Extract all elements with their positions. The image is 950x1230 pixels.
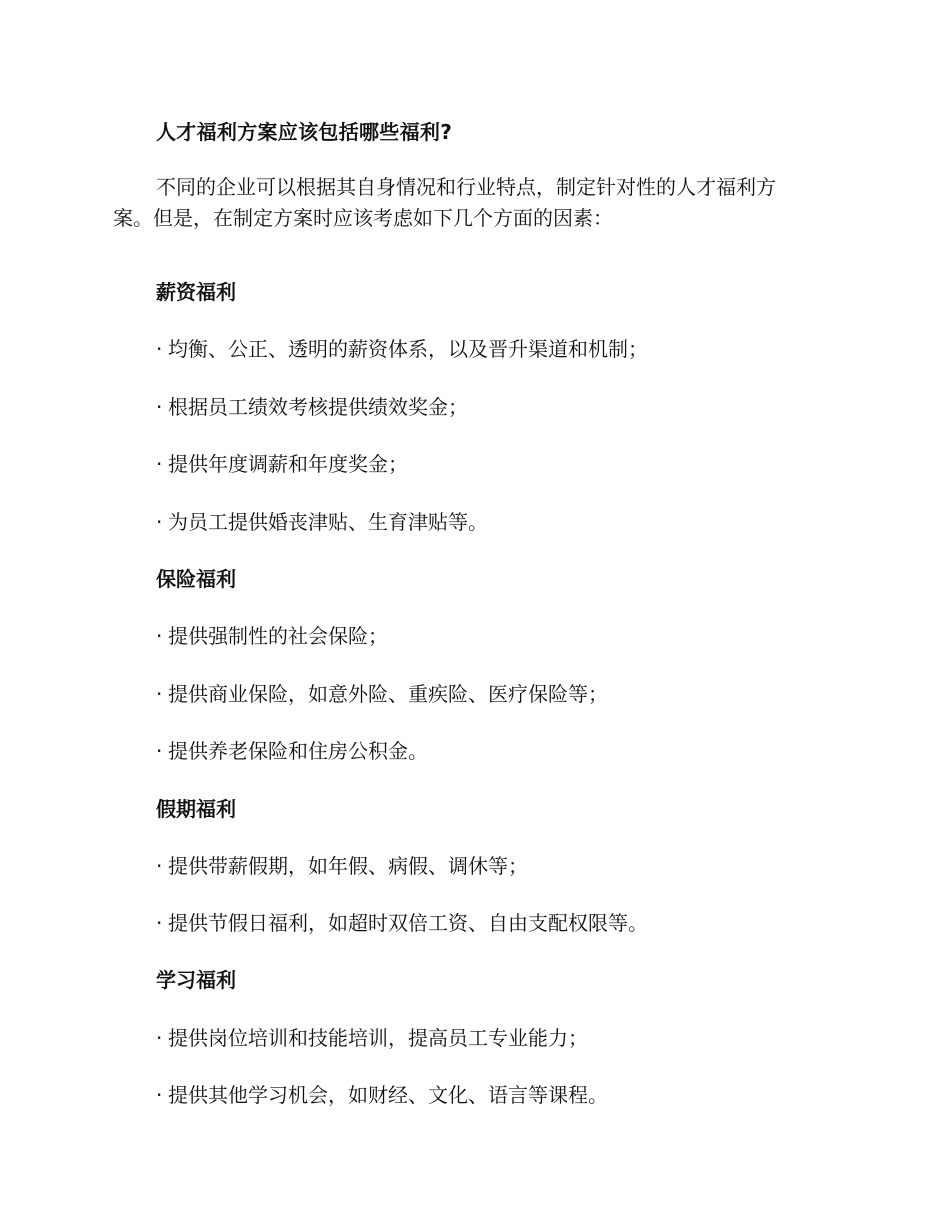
list-item-text: 提供强制性的社会保险； <box>168 624 388 648</box>
bullet-marker: · <box>156 337 163 361</box>
section-heading-vacation: 假期福利 <box>156 797 236 821</box>
intro-line-2: 案。但是，在制定方案时应该考虑如下几个方面的因素： <box>113 206 613 230</box>
list-item <box>156 1022 588 1051</box>
list-item <box>156 678 608 707</box>
bullet-marker: · <box>156 739 163 763</box>
bullet-marker: · <box>156 624 163 648</box>
list-item-text: 提供带薪假期，如年假、病假、调休等； <box>168 854 528 878</box>
list-item-text: 提供节假日福利，如超时双倍工资、自由支配权限等。 <box>168 911 648 935</box>
bullet-marker: · <box>156 854 163 878</box>
list-item <box>156 333 648 362</box>
bullet-marker: · <box>156 452 163 476</box>
bullet-marker: · <box>156 1083 163 1107</box>
list-item <box>156 850 528 879</box>
section-heading-insurance: 保险福利 <box>156 567 236 591</box>
list-item <box>156 620 388 649</box>
bullet-marker: · <box>156 911 163 935</box>
list-item <box>156 907 648 936</box>
document-title: 人才福利方案应该包括哪些福利? <box>156 120 453 144</box>
list-item-text: 均衡、公正、透明的薪资体系，以及晋升渠道和机制； <box>168 337 648 361</box>
list-item <box>156 506 488 535</box>
list-item-text: 为员工提供婚丧津贴、生育津贴等。 <box>168 510 488 534</box>
intro-paragraph <box>113 172 853 234</box>
bullet-marker: · <box>156 395 163 419</box>
bullet-marker: · <box>156 682 163 706</box>
bullet-marker: · <box>156 1026 163 1050</box>
list-item-text: 提供养老保险和住房公积金。 <box>168 739 428 763</box>
list-item-text: 提供其他学习机会，如财经、文化、语言等课程。 <box>168 1083 608 1107</box>
bullet-marker: · <box>156 510 163 534</box>
list-item-text: 提供岗位培训和技能培训，提高员工专业能力； <box>168 1026 588 1050</box>
list-item-text: 提供年度调薪和年度奖金； <box>168 452 408 476</box>
list-item <box>156 735 428 764</box>
list-item <box>156 391 468 420</box>
intro-line-1: 不同的企业可以根据其自身情况和行业特点，制定针对性的人才福利方 <box>156 175 776 199</box>
section-heading-learning: 学习福利 <box>156 968 236 992</box>
list-item-text: 根据员工绩效考核提供绩效奖金； <box>168 395 468 419</box>
list-item <box>156 1079 608 1108</box>
list-item-text: 提供商业保险，如意外险、重疾险、医疗保险等； <box>168 682 608 706</box>
section-heading-salary: 薪资福利 <box>156 280 236 304</box>
list-item <box>156 448 408 477</box>
